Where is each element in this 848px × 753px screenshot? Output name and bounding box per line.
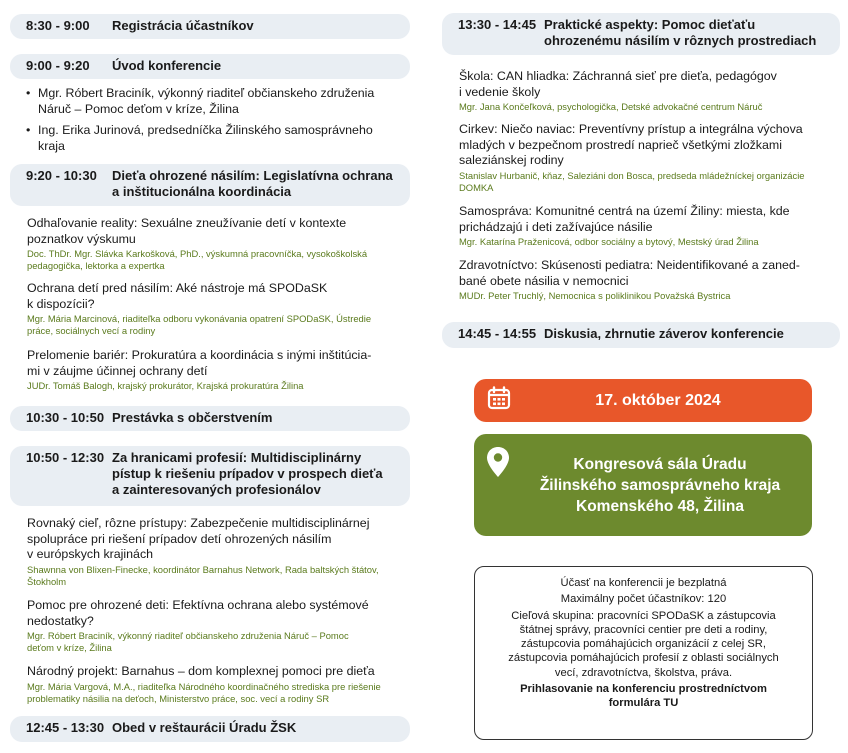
talk-title: Národný projekt: Barnahus – dom komplexnej pomoci pre dieťa [27, 664, 375, 678]
agenda-time: 8:30 - 9:00 [26, 18, 90, 33]
agenda-item-break [10, 406, 410, 431]
talk-title: Zdravotníctvo: Skúsenosti pediatra: Neidentifikované a zaned- bané obete násilia v nemocnici [459, 258, 800, 288]
talk-title: Samospráva: Komunitné centrá na území Žiliny: miesta, kde prichádzajú i deti zažívajúce násilie [459, 204, 790, 234]
agenda-title: Obed v reštaurácii Úradu ŽSK [112, 720, 297, 735]
agenda-item-discussion [442, 322, 840, 348]
talk-item [459, 258, 840, 302]
agenda-time: 14:45 - 14:55 [458, 326, 537, 341]
talk-item [27, 281, 410, 337]
map-pin-icon [486, 446, 510, 484]
opening-speakers [24, 86, 406, 160]
talk-speaker: Mgr. Mária Marcinová, riaditeľka odboru vykonávania opatrení SPODaSK, Ústredie práce, sociálnych vecí a rodiny [27, 313, 372, 336]
talk-title: Cirkev: Niečo naviac: Preventívny prístup a integrálna výchova mladých v bezpečnom prostredí naprieč všetkými zložkami saleziánskej rodiny [459, 122, 803, 167]
talk-item [27, 664, 410, 705]
agenda-item-block2 [10, 446, 410, 506]
talk-item [459, 122, 840, 194]
talk-title: Prelomenie bariér: Prokuratúra a koordinácia s inými inštitúcia- mi v záujme účinnej ochrany detí [27, 348, 372, 378]
agenda-title: Prestávka s občerstvením [112, 410, 273, 425]
talk-title: Pomoc pre ohrozené deti: Efektívna ochrana alebo systémové nedostatky? [27, 598, 369, 628]
registration-info-box [474, 566, 813, 740]
event-venue-banner [474, 434, 812, 536]
agenda-time: 10:30 - 10:50 [26, 410, 105, 425]
talk-title: Rovnaký cieľ, rôzne prístupy: Zabezpečenie multidisciplinárnej spolupráce pri riešení prípadov detí ohrozených násilím v európskych krajinách [27, 516, 370, 561]
talk-item [459, 204, 840, 248]
talk-item [459, 69, 840, 113]
agenda-item-lunch [10, 716, 410, 742]
talk-speaker: Shawnna von Blixen-Finecke, koordinátor Barnahus Network, Rada baltských štátov, Štokholm [27, 563, 379, 587]
info-capacity: Maximálny počet účastníkov: 120 [560, 593, 727, 606]
agenda-item-registration [10, 14, 410, 39]
event-date: 17. október 2024 [595, 391, 721, 409]
agenda-time: 9:20 - 10:30 [26, 168, 97, 183]
talk-item [27, 216, 410, 272]
talk-speaker: Mgr. Katarína Praženicová, odbor sociálny a bytový, Mestský úrad Žilina [459, 236, 759, 247]
agenda-time: 13:30 - 14:45 [458, 17, 537, 32]
talk-speaker: Mgr. Jana Končeľková, psychologička, Detské advokačné centrum Náruč [459, 101, 763, 112]
agenda-time: 9:00 - 9:20 [26, 58, 90, 73]
agenda-title: Praktické aspekty: Pomoc dieťaťu ohrozenému násilím v rôznych prostrediach [544, 17, 817, 48]
agenda-time: 12:45 - 13:30 [26, 720, 105, 735]
talk-title: Ochrana detí pred násilím: Aké nástroje má SPODaSK k dispozícii? [27, 281, 328, 311]
agenda-title: Za hranicami profesií: Multidisciplinárny pístup k riešeniu prípadov v prospech dieťa a zainteresovaných profesionálov [112, 450, 383, 497]
calendar-icon [486, 385, 512, 416]
talk-speaker: MUDr. Peter Truchlý, Nemocnica s poliklinikou Považská Bystrica [459, 290, 731, 301]
talk-speaker: Doc. ThDr. Mgr. Slávka Karkošková, PhD., výskumná pracovníčka, vysokoškolská pedagogička, lektorka a expertka [27, 248, 368, 271]
info-free-entry: Účasť na konferencii je bezplatná [560, 577, 727, 589]
opening-speaker: • Ing. Erika Jurinová, predsedníčka Žilinského samosprávneho kraja [24, 123, 406, 154]
talk-speaker: JUDr. Tomáš Balogh, krajský prokurátor, Krajská prokuratúra Žilina [27, 380, 304, 391]
event-date-banner [474, 379, 812, 422]
talk-item [27, 516, 410, 588]
talk-item [27, 598, 410, 654]
talk-title: Škola: CAN hliadka: Záchranná sieť pre dieťa, pedagógov i vedenie školy [459, 69, 777, 99]
agenda-title: Registrácia účastníkov [112, 18, 254, 33]
info-target-audience: Cieľová skupina: pracovníci SPODaSK a zástupcovia štátnej správy, pracovníci centier pre deti a rodiny, zástupcovia pomáhajúcich organizácií z celej SR, zástupcovia pomáhajúcich profesií z oblasti sociálnych vecí, zdravotníctva, školstva, práva. [508, 609, 779, 679]
agenda-time: 10:50 - 12:30 [26, 450, 105, 465]
talk-item [27, 348, 410, 392]
agenda-item-block3 [442, 13, 840, 55]
talk-title: Odhaľovanie reality: Sexuálne zneužívanie detí v kontexte poznatkov výskumu [27, 216, 347, 246]
agenda-title: Úvod konferencie [112, 58, 222, 73]
info-registration-link[interactable]: Prihlasovanie na konferenciu prostredníctvom formulára TU [520, 683, 767, 710]
agenda-title: Diskusia, zhrnutie záverov konferencie [544, 326, 784, 341]
talk-speaker: Stanislav Hurbanič, kňaz, Saleziáni don Bosca, predseda mládežníckej organizácie DOMKA [459, 169, 805, 193]
agenda-title: Dieťa ohrozené násilím: Legislatívna ochrana a inštitucionálna koordinácia [112, 168, 393, 199]
agenda-item-opening [10, 54, 410, 79]
talk-speaker: Mgr. Mária Vargová, M.A., riaditeľka Národného koordinačného strediska pre riešenie problematiky násilia na deťoch, Ministerstvo práce, soc. vecí a rodiny SR [27, 680, 381, 704]
talk-speaker: Mgr. Róbert Braciník, výkonný riaditeľ občianskeho združenia Náruč – Pomoc deťom v kríze, Žilina [27, 630, 349, 653]
event-venue: Kongresová sála Úradu Žilinského samosprávneho kraja Komenského 48, Žilina [539, 455, 781, 515]
opening-speaker: • Mgr. Róbert Braciník, výkonný riaditeľ občianskeho združenia Náruč – Pomoc deťom v kríze, Žilina [24, 86, 406, 117]
agenda-item-block1 [10, 164, 410, 206]
